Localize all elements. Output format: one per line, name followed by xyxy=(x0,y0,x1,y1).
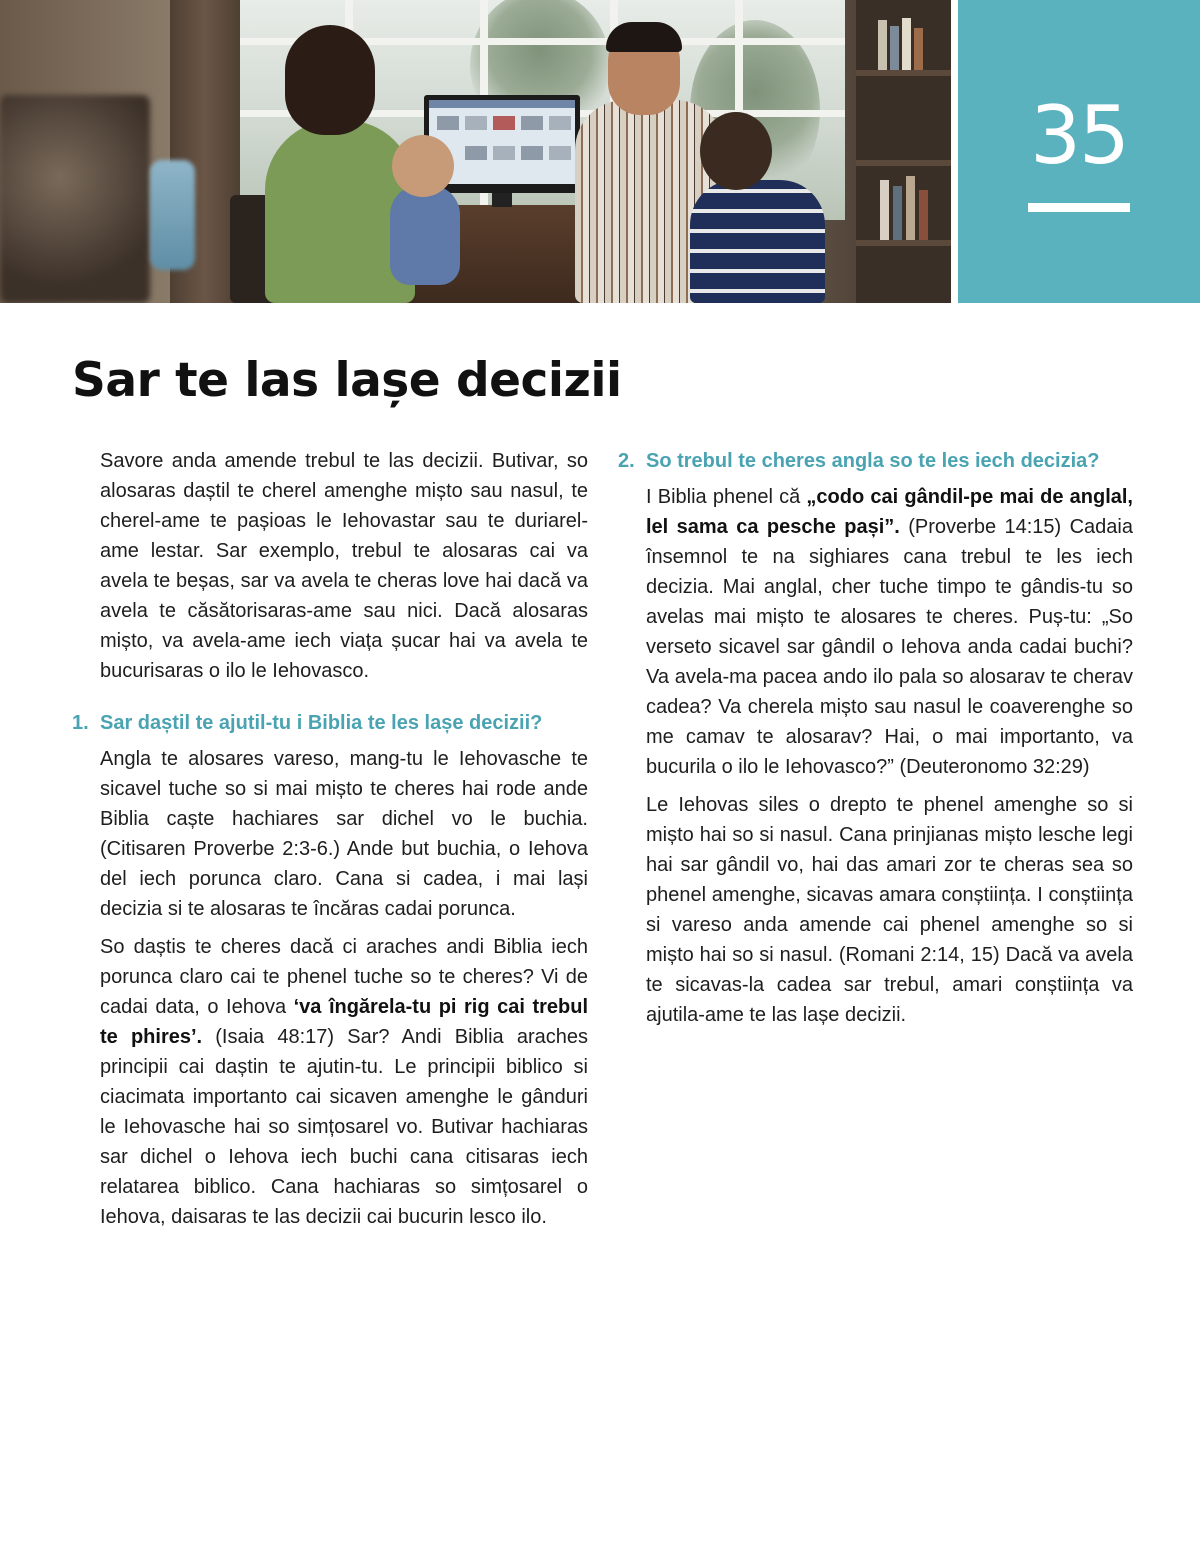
woman-hair xyxy=(285,25,375,135)
chapter-tab xyxy=(958,0,1200,303)
header-photo xyxy=(0,0,951,303)
boy xyxy=(690,180,825,303)
book xyxy=(890,26,899,70)
blurred-photo-frame xyxy=(0,95,150,303)
shelf-board xyxy=(856,240,951,246)
scripture-quote: ‘va îngărela-tu pi rig cai trebul te phires’. xyxy=(100,996,588,1048)
paragraph-text: (Proverbe 14:15) Cadaia însemnol te na sighiares cana trebul te les iech decizia. Mai anglal, cher tuche timpo te gândis-tu so avelas mai mișto te alosares te cheres. Puș-tu: „So verseto sicavel sar gândil o Iehova anda cadai buchi? Va avela-ma pacea ando ilo pala so alosarav te cherav cadea? Va cherela mișto sau nasul le coaverenghe so me camav te alosarav? Hai, o mai importanto, va bucurila o ilo le Iehovasco?” (Deuteronomo 32:29) xyxy=(646,516,1133,778)
baby-head xyxy=(392,135,454,197)
question-text: So trebul te cheres angla so te les iech decizia? xyxy=(646,450,1100,472)
chapter-underline xyxy=(1028,203,1130,212)
question-heading-1 xyxy=(72,708,588,738)
baby xyxy=(390,185,460,285)
book xyxy=(878,20,887,70)
question-number: 1. xyxy=(72,712,89,734)
shelf-board xyxy=(856,160,951,166)
right-column xyxy=(618,446,1133,1038)
question-heading-2 xyxy=(618,446,1133,476)
intro-paragraph: Savore anda amende trebul te las decizii. Butivar, so alosaras daștil te cherel amenghe mișto sau nasul, te cherel-ame te pașioas le Iehovastar sau te duriarel-ame lestar. Sar exemplo, trebul te alosaras cai va avela te beșas, sar va avela te cheras love hai dacă va avela te căsătorisaras-ame sau nici. Dacă alosaras mișto, va avela-ame iech viața șucar hai va avela te bucurisaras o ilo le Iehovasco. xyxy=(100,450,588,682)
shelf-board xyxy=(856,70,951,76)
screen-thumbnail xyxy=(437,116,459,130)
body-paragraph: Le Iehovas siles o drepto te phenel amenghe so si mișto hai so si nasul. Cana prinjianas mișto lesche legi hai sar gândil vo, hai das amari zor te cheras sea so phenel amenghe, sicavas amara conștiința. I conștiința si vareso anda amende cai phenel amenghe so si mișto hai so si nasul. (Romani 2:14, 15) Dacă va avela te sicavas-la cadea sar trebul, amari conștiința va ajutila-ame te las lașe decizii. xyxy=(646,794,1133,1026)
book xyxy=(893,186,902,240)
screen-thumbnail xyxy=(521,116,543,130)
screen-thumbnail xyxy=(521,146,543,160)
monitor-stand xyxy=(492,193,512,207)
boy-head xyxy=(700,112,772,190)
book xyxy=(919,190,928,240)
book xyxy=(880,180,889,240)
question-text: Sar daștil te ajutil-tu i Biblia te les lașe decizii? xyxy=(100,712,543,734)
chapter-number-text: 35 xyxy=(1030,89,1128,182)
screen-header-bar xyxy=(429,100,575,108)
man-hair xyxy=(606,22,682,52)
book xyxy=(906,176,915,240)
book xyxy=(914,28,923,70)
book xyxy=(902,18,911,70)
screen-thumbnail xyxy=(549,146,571,160)
paragraph-text: I Biblia phenel că xyxy=(646,486,807,508)
blurred-bottle xyxy=(150,160,195,270)
body-paragraph: Angla te alosares vareso, mang-tu le Iehovasche te sicavel tuche so si mai mișto te cheres hai rode ande Biblia caște hachiares sar dichel vo le buchia. (Citisaren Proverbe 2:3-6.) Ande but buchia, o Iehova del iech porunca claro. Cana si cadea, i mai lași decizia si te alosaras te încăras cadai porunca. xyxy=(100,748,588,920)
body-paragraph xyxy=(646,482,1133,782)
body-paragraph xyxy=(100,932,588,1232)
paragraph-text: So daștis te cheres dacă ci araches andi Biblia iech porunca claro cai te phenel tuche so te cheres? Vi de cadai data, o Iehova xyxy=(100,936,588,1018)
scripture-quote: „codo cai gândil-pe mai de anglal, lel sama ca pesche pași”. xyxy=(646,486,1133,538)
page-title: Sar te las lașe decizii xyxy=(72,353,622,408)
screen-thumbnail xyxy=(549,116,571,130)
left-column xyxy=(72,446,588,1240)
screen-thumbnail xyxy=(493,146,515,160)
screen-thumbnail xyxy=(465,146,487,160)
question-number: 2. xyxy=(618,450,635,472)
screen-thumbnail xyxy=(493,116,515,130)
screen-thumbnail xyxy=(465,116,487,130)
paragraph-text: (Isaia 48:17) Sar? Andi Biblia araches principii cai daștin te ajutin-tu. Le principii biblico si ciacimata importanto cai sicaven amenghe le gânduri le Iehovasche hai so simțosarel vo. Butivar hachiaras sar dichel o Iehova iech buchi cana citisaras iech relatarea biblico. Cana hachiaras so simțosarel o Iehova, daisaras te las decizii cai bucurin lesco ilo. xyxy=(100,1026,588,1228)
